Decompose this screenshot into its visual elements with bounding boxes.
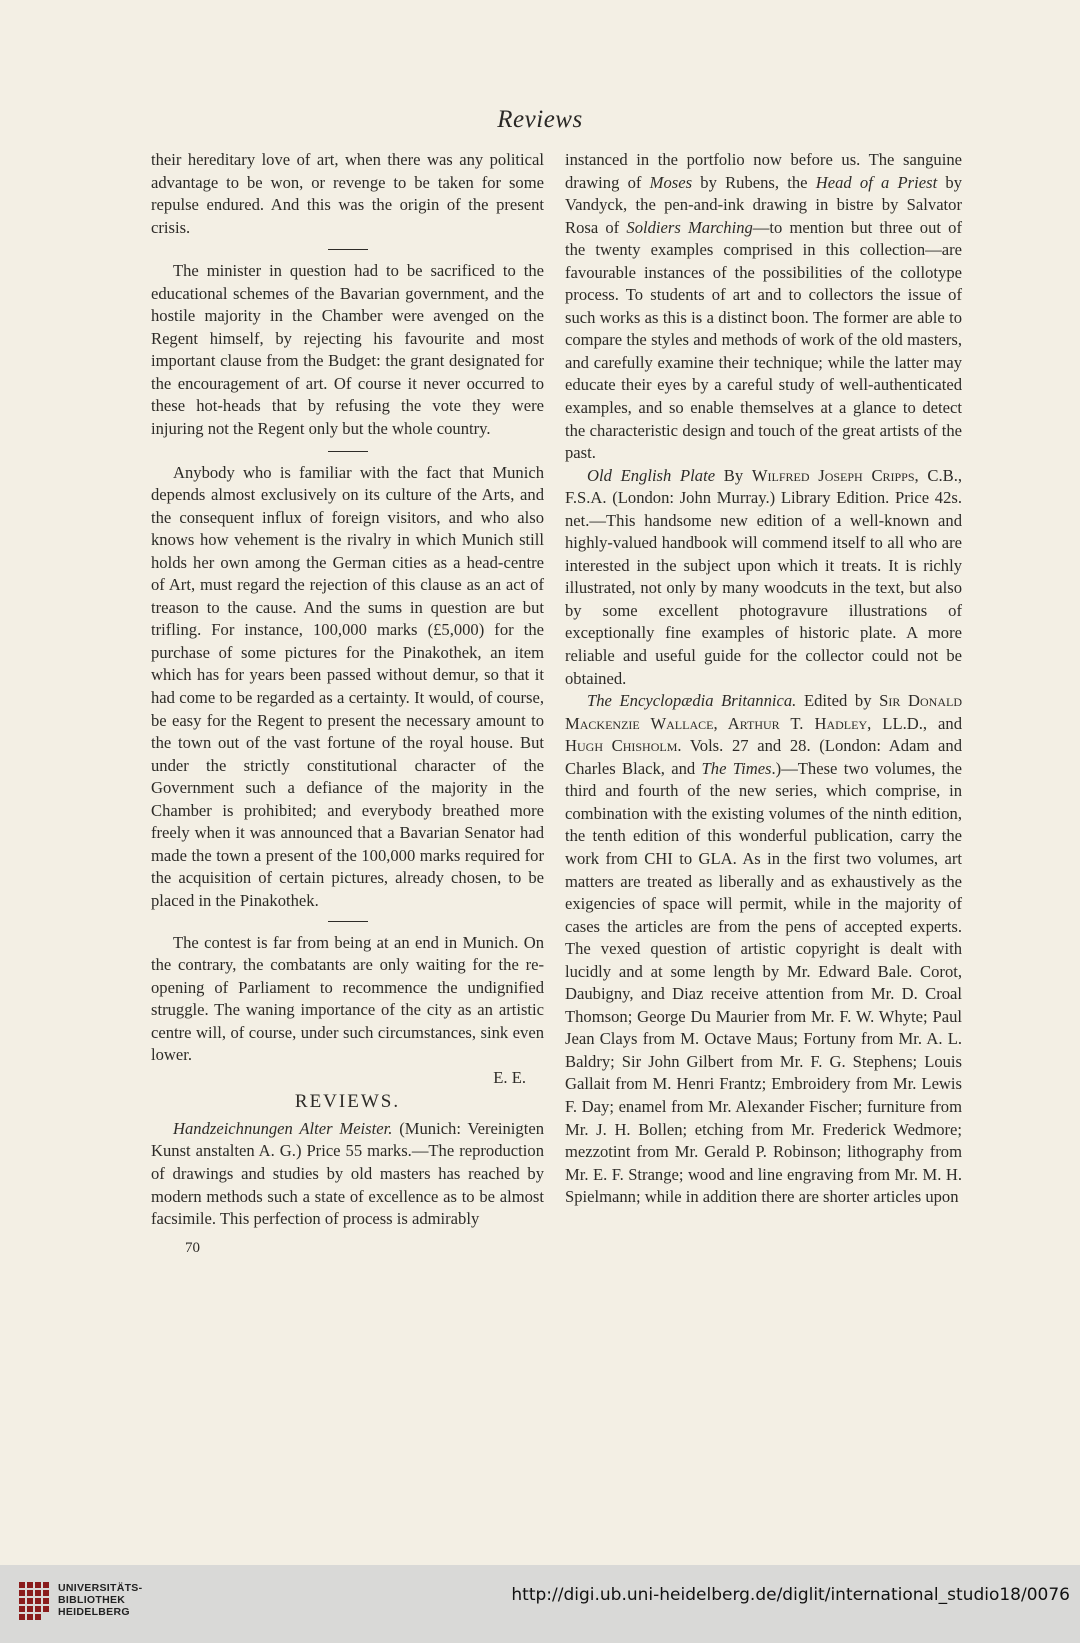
review-continuation [565,149,962,465]
publication-title: The Times [701,758,772,778]
review-title: The Encyclopædia Britannica. [587,691,797,711]
reviews-heading: REVIEWS. [294,1091,401,1113]
library-name-line: HEIDELBERG [58,1606,130,1618]
text-run: by Rubens, the [692,172,816,192]
text-run: , LL.D., and [867,713,962,733]
review-author: Wilfred Joseph Cripps [751,465,915,485]
section-divider [328,451,368,452]
review-body: , C.B., F.S.A. (London: John Murray.) Library Edition. Price 42s. net.—This handsome new edition of a well-known and highly-valued handbook will commend itself to all who are interested in the subject upon which it treats. It is richly illustrated, not only by many woodcuts in the text, but also by some excellent photogravure illustrations of exceptionally fine examples of historic plate. A more reliable and useful guide for the collector could not be obtained. [565,465,962,688]
library-name [58,1582,142,1618]
left-column [151,149,544,1259]
text-run: Edited by [796,691,880,711]
text-run: —to mention but three out of the twenty examples comprised in this collection—are favourable instances of the possibilities of the collotype process. To students of art and to collectors the issue of such works as this is a distinct boon. The former are able to compare the styles and methods of work of the old masters, and carefully examine their technique; while the latter may educate their eyes by a careful study of well-authenticated examples, and so enable themselves at a glance to detect the characteristic design and touch of the great artists of the past. [565,217,962,463]
running-header: Reviews [497,106,583,133]
source-url-link[interactable]: http://digi.ub.uni-heidelberg.de/diglit/international_studio18/0076 [511,1585,1070,1605]
paragraph: The minister in question had to be sacrificed to the educational schemes of the Bavarian government, and the hostile majority in the Chamber were avenged on the Regent himself, by rejecting his favourite and most important clause from the Budget: the grant designated for the encouragement of art. Of course it never occurred to these hot-heads that by refusing the vote they were injuring not the Regent only but the whole country. [151,261,544,439]
review-old-english-plate [565,465,962,690]
review-body: .)—These two volumes, the third and fourth of the new series, which comprise, in combination with the existing volumes of the ninth edition, the tenth edition of this wonderful publication, carry the work from CHI to GLA. As in the first two volumes, art matters are treated as liberally and as exhaustively as the exigencies of space will permit, while in the majority of cases the articles are from the pens of accepted experts. The vexed question of artistic copyright is dealt with lucidly and at some length by Mr. Edward Bale. Corot, Daubigny, and Diaz receive attention from Mr. D. Croal Thomson; George Du Maurier from Mr. F. W. Whyte; Paul Jean Clays from M. Octave Maus; Fortuny from Mr. A. L. Baldry; Sir John Gilbert from Mr. F. G. Stephens; Louis Gallait from M. Henri Frantz; Embroidery from Mr. Lewis F. Day; enamel from Mr. Alexander Fischer; furniture from Mr. J. H. Bollen; etching from Mr. Frederick Wedmore; mezzotint from Mr. Gerald P. Robinson; lithography from Mr. E. F. Strange; wood and line engraving from Mr. M. H. Spielmann; while in addition there are shorter articles upon [565,758,962,1207]
section-divider [328,921,368,922]
review-title: Handzeichnungen Alter Meister. [173,1118,393,1138]
paragraph: The contest is far from being at an end in Munich. On the contrary, the combatants are only waiting for the re-opening of Parliament to recommence the undignified struggle. The waning importance of the city as an artistic centre will, of course, under such circumstances, sink even lower. [151,932,544,1065]
review-encyclopaedia [565,690,962,1209]
review-editors: Sir Donald Mackenzie Wallace, Arthur T. Hadley [565,691,963,733]
review-handzeichnungen [151,1118,544,1231]
artwork-title: Soldiers Marching [626,217,753,237]
library-name-line: UNIVERSITÄTS- [58,1582,143,1594]
artwork-title: Head of a Priest [815,172,938,192]
review-editors: Hugh Chisholm [565,736,678,756]
viewer-footer [0,1565,1080,1643]
section-divider [328,249,368,250]
review-body: (Munich: Vereinigten Kunst anstalten A. G.) Price 55 marks.—The reproduction of drawings and studies by old masters has reached by modern methods such a state of excellence as to be almost facsimile. This perfection of process is admirably [151,1118,544,1229]
author-signature: E. E. [493,1067,526,1087]
library-name-line: BIBLIOTHEK [58,1594,126,1606]
review-title: Old English Plate [587,465,716,485]
right-column [565,149,962,1209]
university-seal-icon [16,1579,50,1627]
text-run: . Vols. 27 and 28. (London: Adam and Charles Black, and [565,736,962,778]
text-run: by Vandyck, the pen-and-ink drawing in bistre by Salvator Rosa of [565,172,963,237]
page-number: 70 [185,1239,200,1256]
paragraph: Anybody who is familiar with the fact that Munich depends almost exclusively on its culture of the Arts, and the consequent influx of foreign visitors, and who also knows how vehement is the rivalry in which Munich still holds her own among the German cities as a head-centre of Art, must regard the rejection of this clause as an act of treason to the cause. And the sums in question are but trifling. For instance, 100,000 marks (£5,000) for the purchase of some pictures for the Pinakothek, an item which has for years been passed without demur, so that it had come to be regarded as a certainty. It would, of course, be easy for the Regent to present the necessary amount to the town out of the vast fortune of the royal house. But under the strictly constitutional character of the Government such a defiance of the majority in the Chamber is prohibited; and everybody breathed more freely when it was announced that a Bavarian Senator had made the town a present of the 100,000 marks required for the acquisition of certain pictures, already chosen, to be placed in the Pinakothek. [151,462,544,910]
text-run: By [715,465,752,485]
artwork-title: Moses [649,172,693,192]
text-run: instanced in the portfolio now before us. The sanguine drawing of [565,150,962,192]
paragraph: their hereditary love of art, when there was any political advantage to be won, or revenge to be taken for some repulse endured. And this was the origin of the present crisis. [151,150,544,237]
